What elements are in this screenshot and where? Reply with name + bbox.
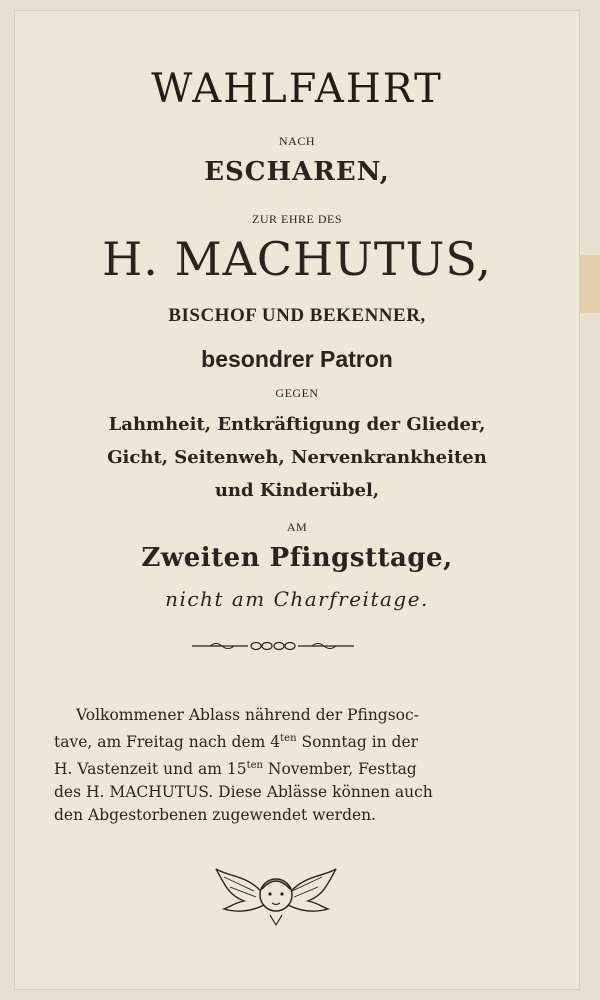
paper-tab xyxy=(580,255,600,313)
scroll-divider-icon xyxy=(190,638,356,654)
winged-cherub-icon xyxy=(214,865,338,929)
indulgence-paragraph xyxy=(54,704,544,827)
ailment-line-3: und Kinderübel, xyxy=(214,480,380,501)
am-label: AM xyxy=(286,520,308,534)
paragraph-text: Sonntag in der xyxy=(296,733,419,752)
ailment-line-1: Lahmheit, Entkräftigung der Glieder, xyxy=(108,414,486,435)
saint-name: H. MACHUTUS, xyxy=(102,232,492,286)
document-page xyxy=(14,10,580,990)
nach-label: NACH xyxy=(278,134,315,148)
paragraph-line xyxy=(54,781,544,804)
zur-ehre-label: ZUR EHRE DES xyxy=(252,212,342,226)
paragraph-text: tave, am Freitag nach dem 4 xyxy=(54,733,281,752)
paragraph-text: H. Vastenzeit und am 15 xyxy=(54,760,247,779)
paragraph-line xyxy=(54,704,544,727)
patron-label: besondrer Patron xyxy=(201,346,393,372)
paragraph-text: den Abgestorbenen zugewendet werden. xyxy=(54,806,377,825)
paragraph-line xyxy=(54,804,544,827)
bischof-label: BISCHOF UND BEKENNER, xyxy=(168,305,426,326)
paragraph-text: November, Festtag xyxy=(262,760,417,779)
gegen-label: GEGEN xyxy=(275,386,319,400)
paragraph-text: des H. MACHUTUS. Diese Ablässe können auch xyxy=(54,783,433,802)
ailment-line-2: Gicht, Seitenweh, Nervenkrankheiten xyxy=(107,447,487,468)
superscript: ten xyxy=(246,760,263,772)
paragraph-line xyxy=(54,754,544,781)
paragraph-text: Volkommener Ablass nährend der Pfingsoc- xyxy=(76,706,419,724)
place-name: ESCHAREN, xyxy=(204,157,390,187)
feast-day: Zweiten Pfingsttage, xyxy=(141,543,453,573)
not-good-friday: nicht am Charfreitage. xyxy=(165,587,429,611)
paragraph-line xyxy=(54,727,544,754)
document-title: WAHLFAHRT xyxy=(151,66,443,112)
superscript: ten xyxy=(280,733,297,744)
